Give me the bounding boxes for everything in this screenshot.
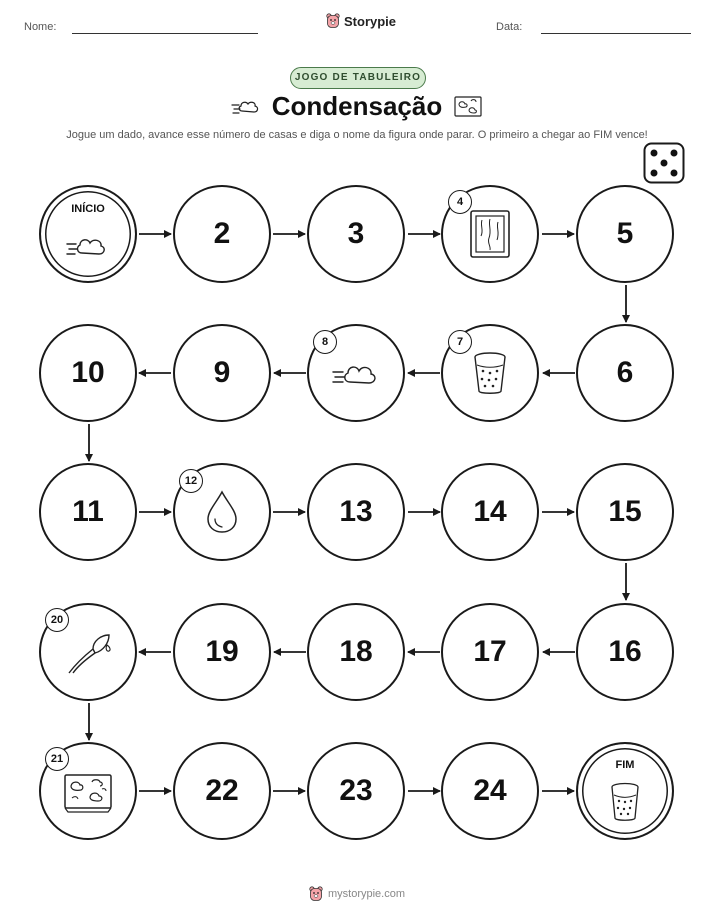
board-cell-24: 24 — [441, 742, 539, 840]
bear-mascot-icon — [309, 886, 323, 902]
start-label: INÍCIO — [71, 203, 105, 215]
board-cell-2: 2 — [173, 185, 271, 283]
board-start — [39, 185, 137, 283]
cell-number-badge: 12 — [179, 469, 203, 493]
cell-number-badge: 7 — [448, 330, 472, 354]
board-cell-5: 5 — [576, 185, 674, 283]
board-cell-18: 18 — [307, 603, 405, 701]
game-type-badge: JOGO DE TABULEIRO — [290, 67, 426, 89]
end-label: FIM — [615, 759, 635, 771]
date-label: Data: — [496, 21, 523, 33]
board-cell-13: 13 — [307, 463, 405, 561]
water-drop-icon — [204, 489, 240, 535]
cell-number-badge: 20 — [45, 608, 69, 632]
instructions: Jogue um dado, avance esse número de casas e diga o nome da figura onde parar. O primeiro a chegar ao FIM vence! — [66, 129, 648, 141]
board-cell-17: 17 — [441, 603, 539, 701]
board-cell-3: 3 — [307, 185, 405, 283]
board-cell-23: 23 — [307, 742, 405, 840]
page-title: Condensação — [271, 91, 443, 121]
brand-name: Storypie — [344, 13, 397, 29]
board-end — [576, 742, 674, 840]
board-cell-10: 10 — [39, 324, 137, 422]
board-cell-11: 11 — [39, 463, 137, 561]
glass-droplets-icon — [470, 349, 510, 397]
window-condensation-icon — [468, 208, 512, 260]
glass-droplets-icon — [608, 780, 642, 824]
footer-url[interactable]: mystorypie.com — [328, 888, 406, 900]
board-cell-9: 9 — [173, 324, 271, 422]
board-cell-6: 6 — [576, 324, 674, 422]
board-cell-15: 15 — [576, 463, 674, 561]
cell-number-badge: 4 — [448, 190, 472, 214]
steam-cloud-icon — [330, 355, 382, 391]
fogged-mirror-icon — [62, 772, 114, 814]
board-cell-14: 14 — [441, 463, 539, 561]
board-cell-19: 19 — [173, 603, 271, 701]
leaf-dew-icon — [63, 629, 115, 679]
cell-number-badge: 21 — [45, 747, 69, 771]
footer-brand — [309, 886, 405, 902]
steam-cloud-icon — [64, 229, 112, 261]
board-cell-22: 22 — [173, 742, 271, 840]
board-cell-16: 16 — [576, 603, 674, 701]
name-label: Nome: — [24, 21, 57, 33]
cell-number-badge: 8 — [313, 330, 337, 354]
